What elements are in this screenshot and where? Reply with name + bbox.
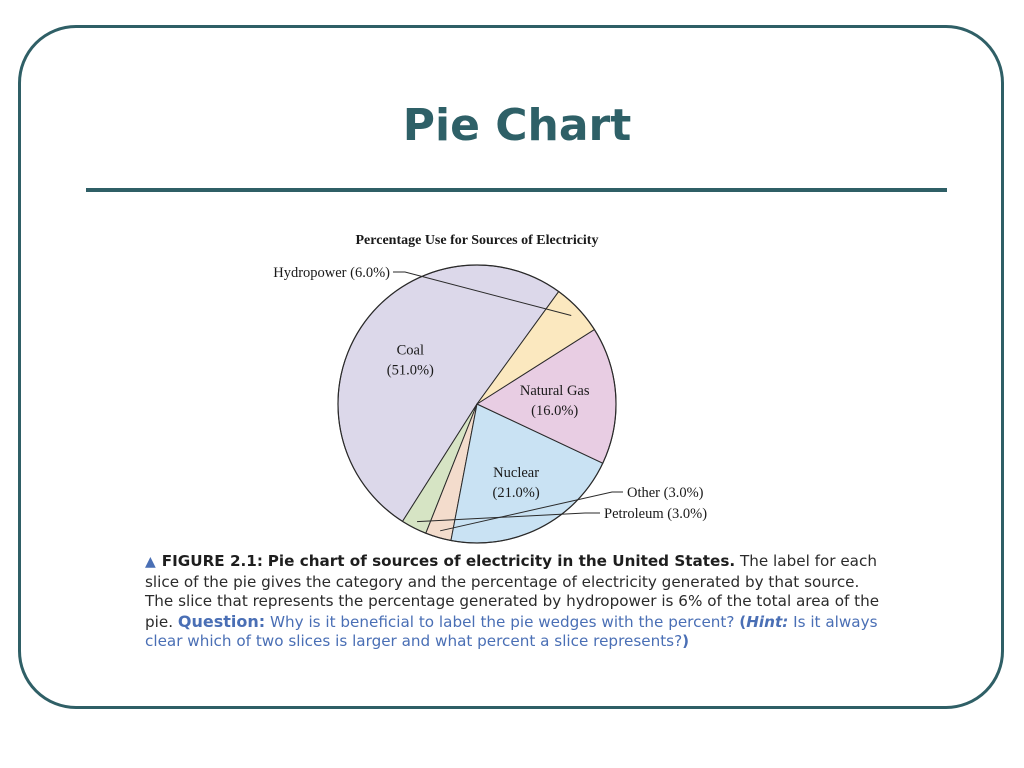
caption-triangle-icon: ▲ bbox=[145, 554, 156, 570]
chart-title: Percentage Use for Sources of Electricity bbox=[355, 233, 599, 248]
caption-figure-title: Pie chart of sources of electricity in the United States. bbox=[267, 552, 736, 570]
caption-question-label: Question: bbox=[177, 611, 266, 631]
slice-value-natural-gas: (16.0%) bbox=[531, 403, 579, 420]
slice-label-nuclear: Nuclear bbox=[493, 464, 540, 481]
slice-value-coal: (51.0%) bbox=[386, 362, 434, 379]
slice-label-coal: Coal bbox=[396, 342, 425, 359]
caption-figure-label: FIGURE 2.1: bbox=[161, 552, 263, 570]
caption-question-text: Why is it beneficial to label the pie wedges with the percent? bbox=[269, 612, 735, 631]
slide-title: Pie Chart bbox=[402, 100, 632, 151]
slice-label-petroleum: Petroleum (3.0%) bbox=[604, 506, 708, 522]
caption-hint-close: ) bbox=[682, 632, 690, 651]
slice-label-natural-gas: Natural Gas bbox=[519, 383, 590, 400]
slice-label-hydropower: Hydropower (6.0%) bbox=[273, 265, 390, 281]
caption-hint-text: Is it always clear which of two slices is larger and what percent a slice represents? bbox=[145, 612, 878, 651]
caption-hint-label: Hint: bbox=[746, 612, 789, 631]
caption-hint-open: ( bbox=[739, 612, 747, 631]
caption-body: The label for each slice of the pie gives the category and the percentage of electricity generated by that source. The slice that represents the percentage generated by hydropower is 6% of the total area of the pie. bbox=[145, 552, 880, 631]
figure-caption bbox=[145, 552, 880, 652]
slice-label-other: Other (3.0%) bbox=[627, 485, 704, 501]
slice-value-nuclear: (21.0%) bbox=[492, 484, 540, 501]
